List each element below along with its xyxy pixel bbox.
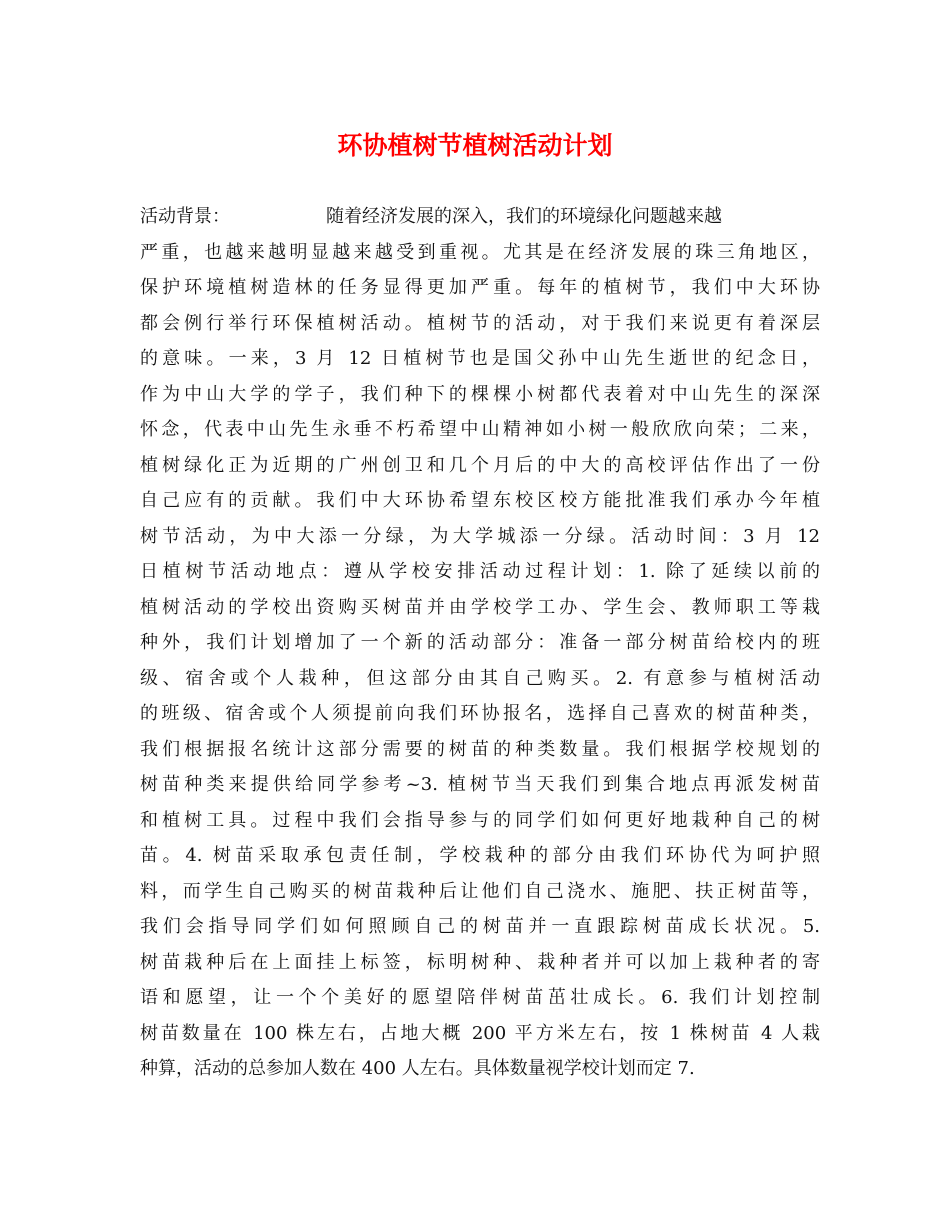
body-line: 和植树工具。过程中我们会指导参与的同学们如何更好地栽种自己的树 (140, 809, 820, 831)
body-line: 的班级、宿舍或个人须提前向我们环协报名，选择自己喜欢的树苗种类， (140, 703, 820, 724)
body-line: 怀念，代表中山先生永垂不朽希望中山精神如小树一般欣欣向荣；二来， (140, 419, 820, 440)
body-line: 植树绿化正为近期的广州创卫和几个月后的中大的高校评估作出了一份 (140, 454, 820, 476)
body-line: 都会例行举行环保植树活动。植树节的活动，对于我们来说更有着深层 (140, 312, 820, 334)
document-body (140, 199, 820, 1087)
body-line: 保护环境植树造林的任务显得更加严重。每年的植树节，我们中大环协 (140, 277, 820, 298)
body-line: 日植树节活动地点：遵从学校安排活动过程计划：1. 除了延续以前的 (140, 561, 820, 582)
body-line: 严重，也越来越明显越来越受到重视。尤其是在经济发展的珠三角地区， (140, 241, 820, 263)
body-line: 种算，活动的总参加人数在 400 人左右。具体数量视学校计划而定 7. (140, 1058, 695, 1079)
body-line-text: 随着经济发展的深入，我们的环境绿化问题越来越 (326, 206, 722, 227)
body-line: 我们根据报名统计这部分需要的树苗的种类数量。我们根据学校规划的 (140, 738, 820, 760)
body-line: 种外，我们计划增加了一个新的活动部分：准备一部分树苗给校内的班 (140, 632, 820, 653)
background-label: 活动背景： (140, 206, 230, 227)
body-line: 语和愿望，让一个个美好的愿望陪伴树苗茁壮成长。6. 我们计划控制 (140, 987, 820, 1008)
body-line: 树苗种类来提供给同学参考~3. 植树节当天我们到集合地点再派发树苗 (140, 774, 820, 795)
document-title: 环协植树节植树活动计划 (337, 131, 613, 160)
body-line: 植树活动的学校出资购买树苗并由学校学工办、学生会、教师职工等栽 (140, 596, 820, 618)
body-line: 的意味。一来，3 月 12 日植树节也是国父孙中山先生逝世的纪念日， (140, 348, 820, 369)
body-line: 树苗数量在 100 株左右，占地大概 200 平方米左右，按 1 株树苗 4 人栽 (140, 1022, 820, 1044)
body-line: 料，而学生自己购买的树苗栽种后让他们自己浇水、施肥、扶正树苗等， (140, 880, 820, 902)
body-line: 级、宿舍或个人栽种，但这部分由其自己购买。2. 有意参与植树活动 (140, 667, 820, 689)
body-line: 自己应有的贡献。我们中大环协希望东校区校方能批准我们承办今年植 (140, 490, 820, 511)
body-line: 我们会指导同学们如何照顾自己的树苗并一直跟踪树苗成长状况。5. (140, 916, 820, 937)
body-line: 作为中山大学的学子，我们种下的棵棵小树都代表着对中山先生的深深 (140, 383, 820, 405)
body-line: 树节活动，为中大添一分绿，为大学城添一分绿。活动时间：3 月 12 (140, 525, 820, 547)
body-line (140, 199, 820, 235)
body-line: 树苗栽种后在上面挂上标签，标明树种、栽种者并可以加上栽种者的寄 (140, 951, 820, 973)
body-line: 苗。4. 树苗采取承包责任制，学校栽种的部分由我们环协代为呵护照 (140, 845, 820, 866)
